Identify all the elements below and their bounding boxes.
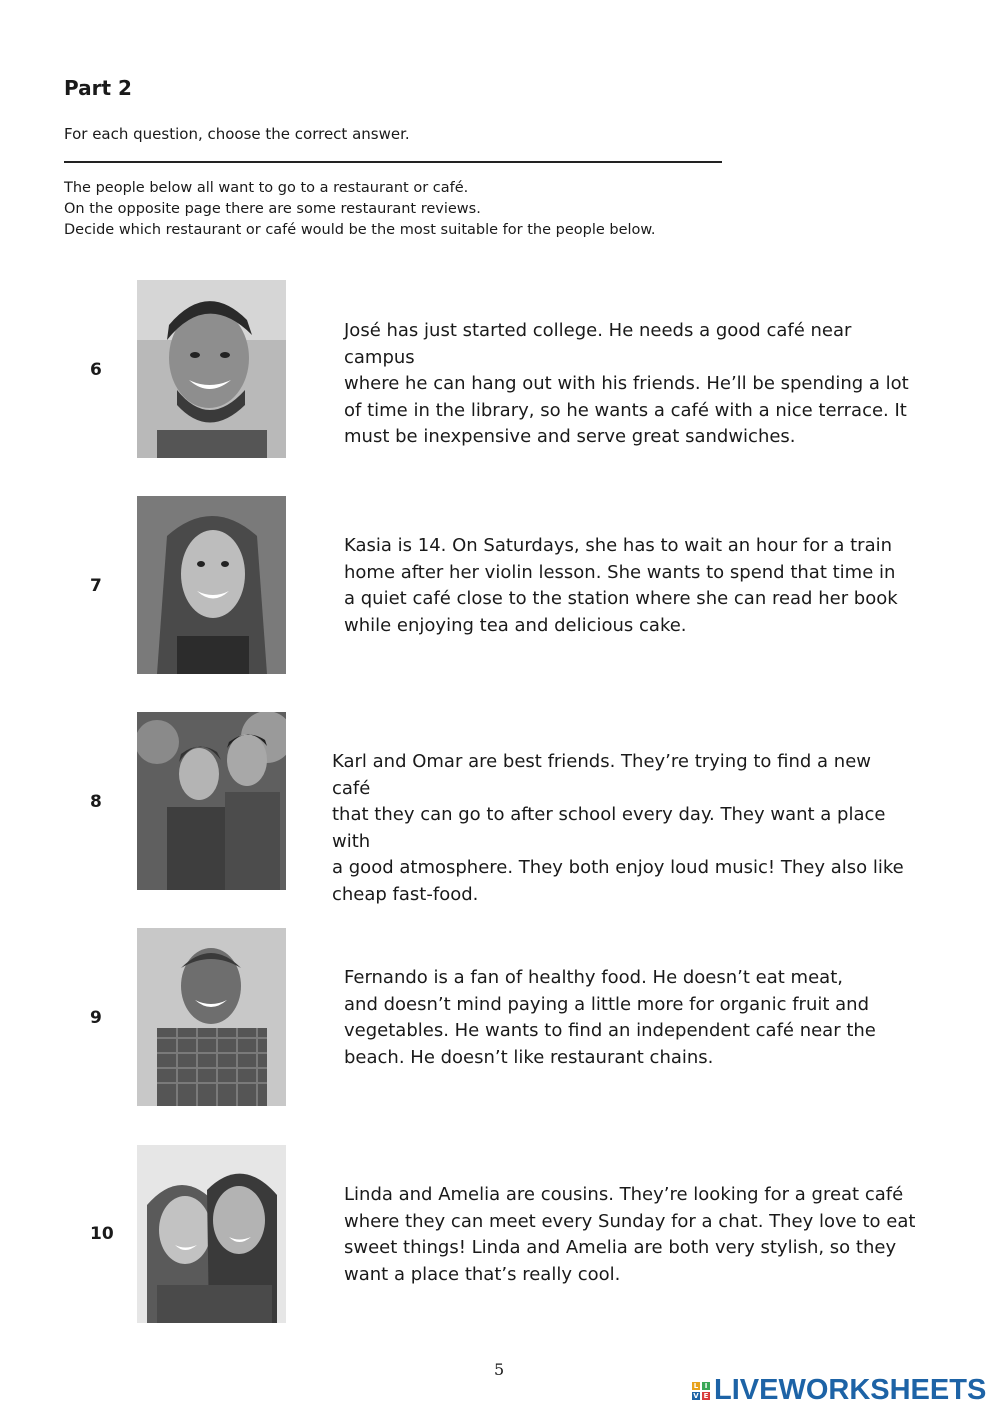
girl-long-hair-photo [137, 496, 286, 674]
question-text-9 [344, 965, 924, 1071]
intro-line: On the opposite page there are some restaurant reviews. [64, 201, 481, 217]
question-number-8: 8 [90, 792, 102, 812]
logo-letter-l: L [693, 1381, 699, 1390]
logo-letter-v: V [693, 1391, 699, 1400]
text-line: a quiet café close to the station where she can read her book [344, 588, 898, 609]
intro-line: The people below all want to go to a restaurant or café. [64, 180, 469, 196]
text-line: must be inexpensive and serve great sandwiches. [344, 426, 796, 447]
instruction-text: For each question, choose the correct answer. [64, 125, 410, 143]
two-girls-hugging-photo [137, 1145, 286, 1323]
text-line: Linda and Amelia are cousins. They’re looking for a great café [344, 1184, 904, 1205]
text-line: sweet things! Linda and Amelia are both very stylish, so they [344, 1237, 897, 1258]
question-text-10 [344, 1182, 924, 1288]
logo-letter-i: I [702, 1382, 710, 1390]
logo-grid-icon [692, 1382, 710, 1400]
text-line: while enjoying tea and delicious cake. [344, 614, 687, 636]
question-photo-10 [137, 1145, 286, 1323]
two-boys-photo [137, 712, 286, 890]
intro-text [64, 178, 656, 241]
question-number-7: 7 [90, 576, 102, 596]
text-line: where they can meet every Sunday for a chat. They love to eat [344, 1210, 916, 1232]
question-photo-7 [137, 496, 286, 674]
divider-line [64, 161, 722, 163]
text-line: José has just started college. He needs a good café near campus [344, 320, 852, 368]
text-line: that they can go to after school every day. They want a place with [332, 804, 886, 852]
logo-letter-e: E [703, 1391, 709, 1400]
liveworksheets-logo[interactable] [692, 1374, 986, 1407]
text-line: cheap fast-food. [332, 883, 479, 905]
intro-line: Decide which restaurant or café would be the most suitable for the people below. [64, 222, 656, 238]
question-number-6: 6 [90, 360, 102, 380]
question-photo-8 [137, 712, 286, 890]
question-text-6 [344, 318, 924, 451]
question-photo-9 [137, 928, 286, 1106]
text-line: of time in the library, so he wants a café with a nice terrace. It [344, 399, 907, 421]
young-man-smiling-photo [137, 280, 286, 458]
part-title: Part 2 [64, 76, 132, 100]
page-number: 5 [494, 1360, 505, 1379]
text-line: and doesn’t mind paying a little more for organic fruit and [344, 993, 869, 1015]
brand-name: LIVEWORKSHEETS [714, 1374, 987, 1406]
text-line: beach. He doesn’t like restaurant chains. [344, 1046, 714, 1068]
question-photo-6 [137, 280, 286, 458]
question-text-8 [332, 749, 912, 908]
smiling-man-checked-shirt-photo [137, 928, 286, 1106]
text-line: a good atmosphere. They both enjoy loud music! They also like [332, 857, 904, 878]
text-line: where he can hang out with his friends. He’ll be spending a lot [344, 373, 909, 394]
question-number-10: 10 [90, 1224, 114, 1244]
text-line: vegetables. He wants to find an independent café near the [344, 1020, 876, 1041]
text-line: want a place that’s really cool. [344, 1263, 621, 1285]
question-number-9: 9 [90, 1008, 102, 1028]
text-line: Fernando is a fan of healthy food. He doesn’t eat meat, [344, 967, 843, 988]
question-text-7 [344, 533, 924, 639]
text-line: home after her violin lesson. She wants to spend that time in [344, 561, 896, 583]
text-line: Karl and Omar are best friends. They’re trying to find a new café [332, 751, 871, 799]
text-line: Kasia is 14. On Saturdays, she has to wait an hour for a train [344, 535, 893, 556]
